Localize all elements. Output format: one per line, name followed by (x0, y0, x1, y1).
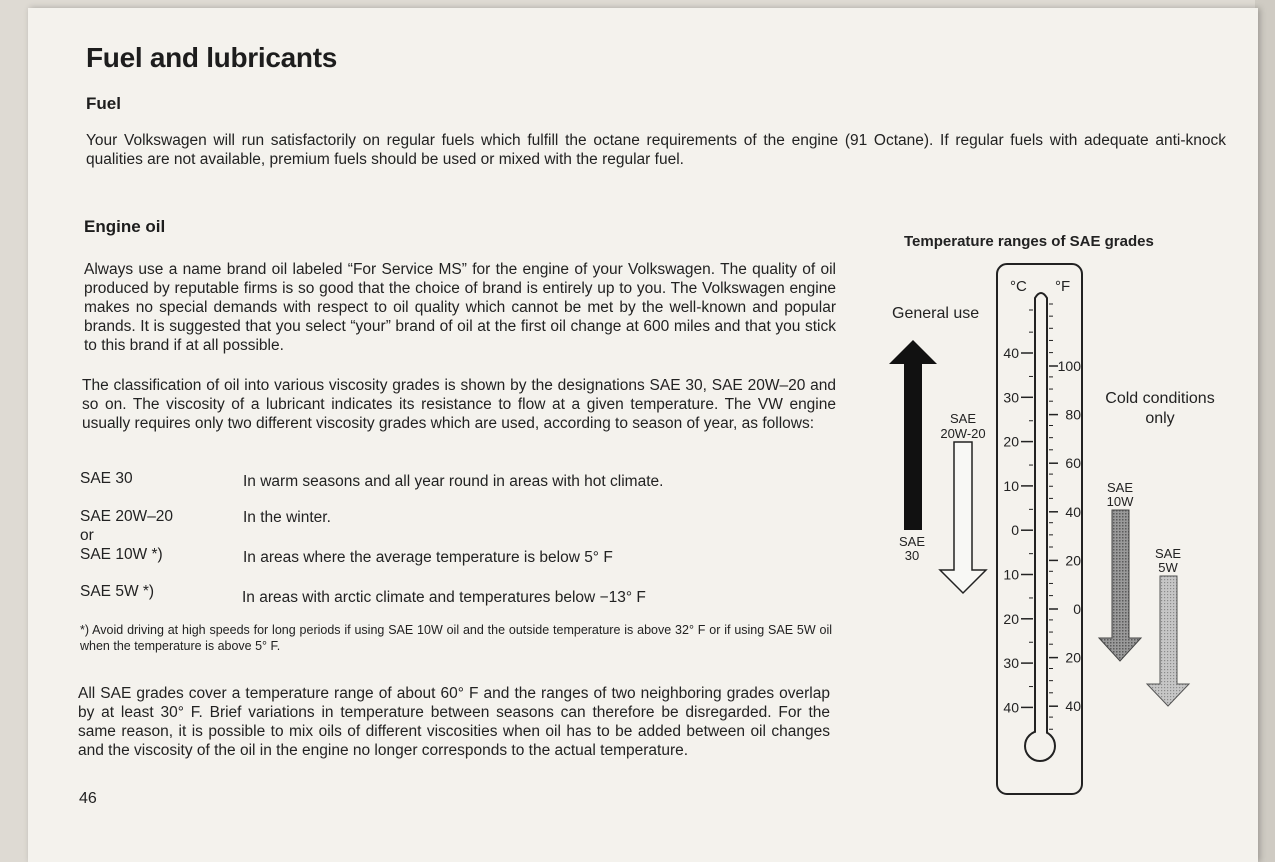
celsius-tick-label: 0 (1011, 522, 1019, 539)
engine-oil-paragraph-3: All SAE grades cover a temperature range of about 60° F and the ranges of two neighboring grades overlap by at least 30° F. Brief variations in temperature between seasons can therefore be disregarded. For the same reason, it is possible to mix oils of different viscosities when oil has to be added between oil changes and the viscosity of the oil in the engine no longer corresponds to the actual temperature. (78, 685, 830, 759)
fahrenheit-scale (1049, 304, 1081, 729)
fahrenheit-unit: °F (1055, 278, 1071, 295)
celsius-tick-label: 10 (1003, 477, 1019, 494)
thermometer-bulb (1025, 731, 1055, 761)
celsius-tick-label: 20 (1003, 610, 1019, 627)
cold-conditions-label: Cold conditions only (1105, 390, 1215, 427)
sae30-label-top: SAE (898, 534, 926, 549)
sae20w20-arrow (940, 442, 986, 593)
sae5w-arrow (1147, 576, 1189, 706)
fahrenheit-tick-label: 0 (1073, 601, 1081, 617)
grade-label: or (80, 527, 94, 544)
thermometer-tube (1035, 293, 1047, 740)
general-use-label: General use (892, 305, 980, 322)
sae30-label-bottom: 30 (904, 548, 920, 563)
grade-label: SAE 20W–20 (80, 508, 174, 525)
grade-description: In areas where the average temperature is below 5° F (243, 549, 613, 566)
grade-label: SAE 30 (80, 470, 133, 487)
fahrenheit-tick-label: 80 (1065, 406, 1081, 423)
fahrenheit-tick-label: 100 (1057, 358, 1081, 374)
fahrenheit-tick-label: 40 (1065, 698, 1081, 715)
celsius-tick-label: 10 (1003, 566, 1019, 583)
grade-description: In areas with arctic climate and temperatures below −13° F (242, 589, 646, 606)
grade-description: In warm seasons and all year round in areas with hot climate. (243, 473, 664, 490)
fuel-paragraph: Your Volkswagen will run satisfactorily on regular fuels which fulfill the octane requirements of the engine (91 Octane). If regular fuels with adequate anti-knock qualities are not available, premium fuels should be used or mixed with the regular fuel. (86, 132, 1226, 168)
sae20w20-label-bottom: 20W-20 (940, 426, 986, 441)
engine-oil-paragraph-1: Always use a name brand oil labeled “For Service MS” for the engine of your Volkswagen. The quality of oil produced by reputable firms is so good that the choice of brand is entirely up to you. The Volkswagen engine makes no special demands with respect to oil quality which cannot be met by the well-known and popular brands. It is suggested that you select “your” brand of oil at the first oil change at 600 miles and that you stick to this brand if at all possible. (84, 261, 836, 354)
celsius-tick-label: 40 (1003, 699, 1019, 716)
sae20w20-label-top: SAE (949, 411, 977, 426)
sae10w-arrow (1099, 510, 1141, 661)
page-title: Fuel and lubricants (86, 42, 338, 73)
footnote: *) Avoid driving at high speeds for long periods if using SAE 10W oil and the outside temperature is above 32° F or if using SAE 5W oil when the temperature is above 5° F. (80, 623, 832, 653)
fahrenheit-tick-label: 60 (1065, 455, 1081, 472)
page-number: 46 (79, 790, 97, 807)
fahrenheit-tick-label: 40 (1065, 503, 1081, 520)
celsius-unit: °C (1010, 278, 1027, 295)
celsius-tick-label: 40 (1003, 345, 1019, 361)
fahrenheit-tick-label: 20 (1065, 649, 1081, 666)
sae10w-label-bottom: 10W (1106, 494, 1134, 509)
celsius-tick-label: 20 (1003, 433, 1019, 450)
sae30-arrow (889, 340, 937, 530)
sae10w-label-top: SAE (1106, 480, 1134, 495)
engine-oil-paragraph-2: The classification of oil into various viscosity grades is shown by the designations SAE 30, SAE 20W–20 and so on. The viscosity of a lubricant indicates its resistance to flow at a given temperature. The VW engine usually requires only two different viscosity grades which are used, according to season of year, as follows: (82, 377, 836, 432)
celsius-tick-label: 30 (1003, 655, 1019, 672)
grade-label: SAE 10W *) (80, 546, 163, 563)
celsius-tick-label: 30 (1003, 389, 1019, 406)
figure-title: Temperature ranges of SAE grades (904, 233, 1154, 250)
engine-oil-heading: Engine oil (84, 217, 166, 236)
bulb-joint (1036, 725, 1046, 735)
grade-label: SAE 5W *) (80, 583, 155, 600)
sae5w-label-bottom: 5W (1158, 560, 1178, 575)
fahrenheit-tick-label: 20 (1065, 552, 1081, 569)
celsius-scale (1003, 310, 1033, 715)
grade-description: In the winter. (243, 509, 331, 526)
fuel-heading: Fuel (86, 94, 121, 113)
sae5w-label-top: SAE (1154, 546, 1182, 561)
